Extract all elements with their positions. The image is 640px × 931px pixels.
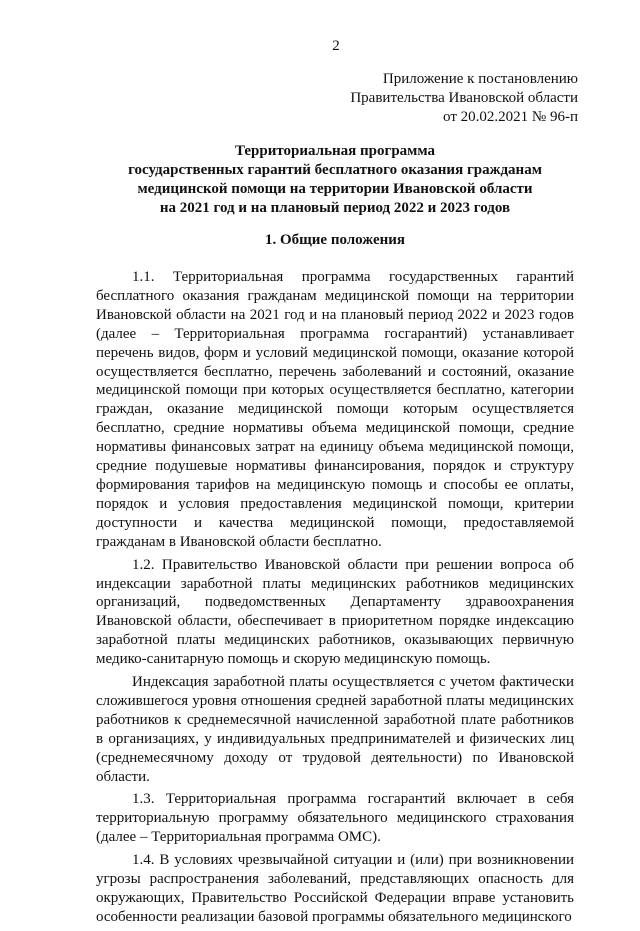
paragraph-1-3: 1.3. Территориальная программа госгарантий включает в себя территориальную программу обязательного медицинского страхования (далее – Территориальная программа ОМС). [96, 791, 574, 846]
paragraph-1-4: 1.4. В условиях чрезвычайной ситуации и (или) при возникновении угрозы распространения заболеваний, представляющих опасность для окружающих, Правительство Российской Федерации вправе установить особенности реализации базовой программы обязательного медицинского [96, 852, 574, 925]
section-heading: 1. Общие положения [264, 232, 406, 248]
page-number: 2 [332, 38, 340, 54]
paragraph-1-2: 1.2. Правительство Ивановской области при решении вопроса об индексации заработной платы медицинских работников медицинских организаций, подведомственных Департаменту здравоохранения Ивановской области, обеспечивает в приоритетном порядке индексацию заработной платы медицинских работников, оказывающих первичную медико-санитарную помощь и скорую медицинскую помощь. [96, 556, 574, 668]
paragraph-1-1: 1.1. Территориальная программа государственных гарантий бесплатного оказания гражданам медицинской помощи на территории Ивановской области на 2021 год и на плановый период 2022 и 2023 годов (далее – Территориальная программа госгарантий) устанавливает перечень видов, форм и условий медицинской помощи, оказание которой осуществляется бесплатно, перечень заболеваний и состояний, оказание медицинской помощи при которых осуществляется бесплатно, категории граждан, оказание медицинской помощи которым осуществляется бесплатно, средние нормативы объема медицинской помощи, средние нормативы финансовых затрат на единицу объема медицинской помощи, средние подушевые нормативы финансирования, порядок и структуру формирования тарифов на медицинскую помощь и способы ее оплаты, порядок и условия предоставления медицинской помощи, критерии доступности и качества медицинской помощи, предоставляемой гражданам в Ивановской области бесплатно. [96, 269, 574, 550]
appendix-line: Правительства Ивановской области [350, 90, 578, 106]
paragraph-indexation: Индексация заработной платы осуществляется с учетом фактически сложившегося уровня отношения средней заработной платы медицинских работников к среднемесячной начисленной заработной плате работников в организациях, у индивидуальных предпринимателей и физических лиц (среднемесячному доходу от трудовой деятельности) по Ивановской области. [96, 674, 574, 785]
title-line: Территориальная программа [234, 143, 436, 159]
document-title [96, 142, 574, 218]
appendix-line: Приложение к постановлению [382, 71, 578, 87]
title-line: медицинской помощи на территории Ивановской области [137, 181, 533, 197]
body-text [96, 268, 574, 931]
appendix-date-line: от 20.02.2021 № 96-п [443, 109, 578, 125]
title-line: на 2021 год и на плановый период 2022 и 2023 годов [159, 200, 511, 216]
title-line: государственных гарантий бесплатного оказания гражданам [128, 162, 542, 178]
appendix-header [350, 70, 578, 127]
